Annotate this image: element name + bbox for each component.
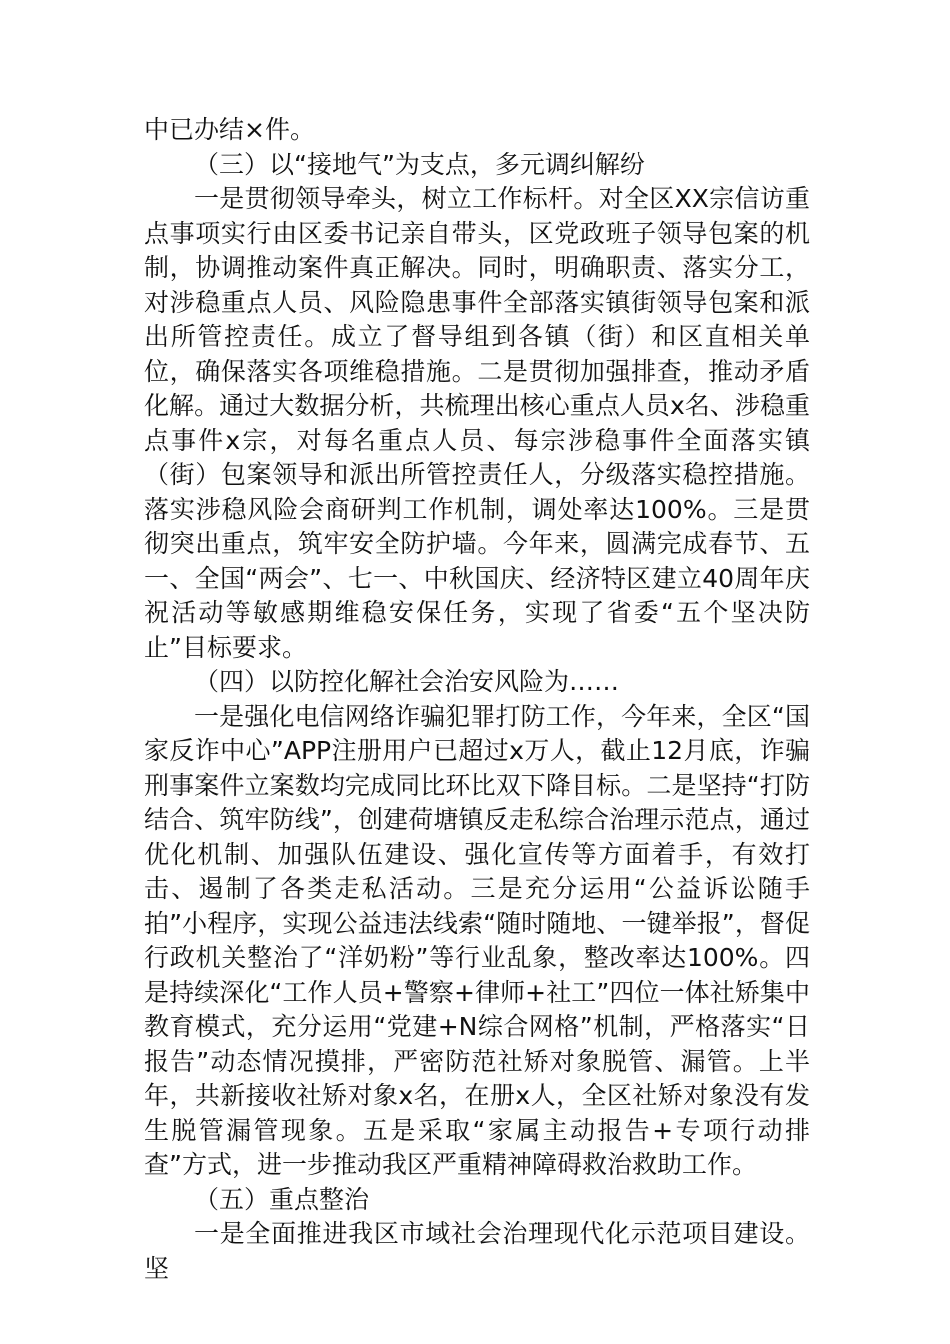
paragraph-section-4: 一是强化电信网络诈骗犯罪打防工作，今年来，全区“国家反诈中心”APP注册用户已超过x万人，截止12月底，诈骗刑事案件立案数均完成同比环比双下降目标。二是坚持“打防结合、筑牢防线”，创建荷塘镇反走私综合治理示范点，通过优化机制、加强队伍建设、强化宣传等方面着手，有效打击、遏制了各类走私活动。三是充分运用“公益诉讼随手拍”小程序，实现公益违法线索“随时随地、一键举报”，督促行政机关整治了“洋奶粉”等行业乱象，整改率达100%。四是持续深化“工作人员+警察+律师+社工”四位一体社矫集中教育模式，充分运用“党建+N综合网格”机制，严格落实“日报告”动态情况摸排，严密防范社矫对象脱管、漏管。上半年，共新接收社矫对象x名，在册x人，全区社矫对象没有发生脱管漏管现象。五是采取“家属主动报告+专项行动排查”方式，进一步推动我区严重精神障碍救治救助工作。 (144, 701, 810, 1179)
section-heading-5: （五）重点整治 (194, 1184, 370, 1214)
continuation-line: 中已办结×件。 (144, 115, 315, 144)
section-heading-4: （四）以防控化解社会治安风险为…… (194, 667, 620, 696)
paragraph-section-5: 一是全面推进我区市域社会治理现代化示范项目建设。坚 (144, 1219, 810, 1283)
paragraph-section-3: 一是贯彻领导牵头，树立工作标杆。对全区XX宗信访重点事项实行由区委书记亲自带头，区党政班子领导包案的机制，协调推动案件真正解决。同时，明确职责、落实分工，对涉稳重点人员、风险隐患事件全部落实镇街领导包案和派出所管控责任。成立了督导组到各镇（街）和区直相关单位，确保落实各项维稳措施。二是贯彻加强排查，推动矛盾化解。通过大数据分析，共梳理出核心重点人员x名、涉稳重点事件x宗，对每名重点人员、每宗涉稳事件全面落实镇（街）包案领导和派出所管控责任人，分级落实稳控措施。落实涉稳风险会商研判工作机制，调处率达100%。三是贯彻突出重点，筑牢安全防护墙。今年来，圆满完成春节、五一、全国“两会”、七一、中秋国庆、经济特区建立40周年庆祝活动等敏感期维稳安保任务，实现了省委“五个坚决防止”目标要求。 (144, 184, 810, 662)
document-body (144, 113, 810, 1286)
section-heading-3: （三）以“接地气”为支点，多元调纠解纷 (194, 149, 645, 179)
